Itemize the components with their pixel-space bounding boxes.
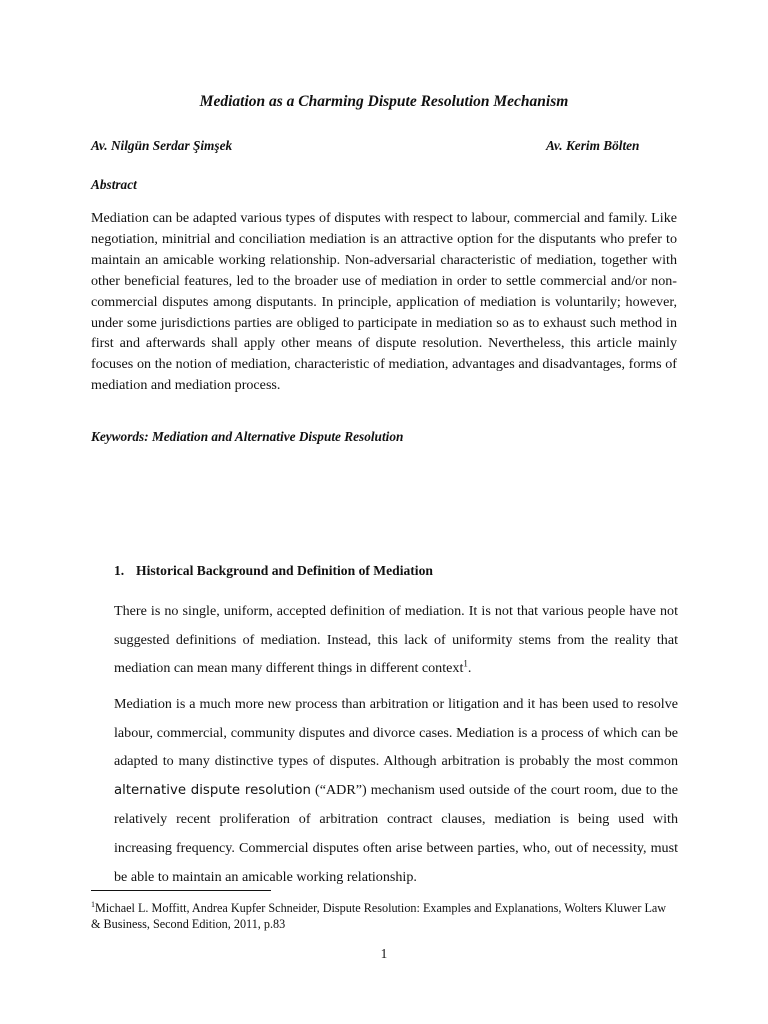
page-number: 1 xyxy=(380,946,388,961)
section-number: 1. xyxy=(114,563,125,578)
paragraph-1-text: There is no single, uniform, accepted definition of mediation. It is not that various people have not suggested definitions of mediation. Instead, this lack of uniformity stems from the reality that mediation can mean many different things in different context xyxy=(114,603,678,677)
footnote-reference: 1 xyxy=(463,658,468,669)
paragraph-2-text-after: (“ADR”) mechanism used outside of the court room, due to the relatively recent proliferation of arbitration contract clauses, mediation is being used with increasing frequency. Commercial disputes often arise between parties, who, out of necessity, must be able to maintain an amicable working relationship. xyxy=(114,781,678,885)
paragraph-1-end: . xyxy=(467,660,472,677)
footnote-text: Michael L. Moffitt, Andrea Kupfer Schneider, Dispute Resolution: Examples and Explanations, Wolters Kluwer Law & Business, Second Edition, 2011, p.83 xyxy=(91,901,667,931)
paragraph-2-text-before: Mediation is a much more new process than arbitration or litigation and it has been used to resolve labour, commercial, community disputes and divorce cases. Mediation is a process of which can be adapted to many distinctive types of disputes. Although arbitration is probably the most common xyxy=(114,696,678,770)
author-1: Av. Nilgün Serdar Şimşek xyxy=(91,138,233,153)
document-title: Mediation as a Charming Dispute Resolution Mechanism xyxy=(199,93,569,110)
paragraph-2 xyxy=(114,690,678,891)
paragraph-1 xyxy=(114,597,678,683)
author-2: Av. Kerim Bölten xyxy=(546,138,640,153)
section-heading xyxy=(114,563,433,579)
keywords-line: Keywords: Mediation and Alternative Dispute Resolution xyxy=(91,429,404,444)
adr-term: alternative dispute resolution xyxy=(114,782,311,798)
footnote-number: 1 xyxy=(91,899,95,909)
abstract-body: Mediation can be adapted various types of disputes with respect to labour, commercial and family. Like negotiation, minitrial and conciliation mediation is an attractive option for the disputants who prefer to maintain an amicable working relationship. Non-adversarial characteristic of mediation, together with other beneficial features, led to the broader use of mediation in order to settle commercial and/or non-commercial disputes among disputants. In principle, application of mediation is voluntarily; however, under some jurisdictions parties are obliged to participate in mediation so as to exhaust such method in first and afterwards shall apply other means of dispute resolution. Nevertheless, this article mainly focuses on the notion of mediation, characteristic of mediation, advantages and disadvantages, forms of mediation and mediation process. xyxy=(91,210,677,394)
section-title: Historical Background and Definition of Mediation xyxy=(136,563,433,578)
footnote xyxy=(91,900,677,932)
abstract-heading: Abstract xyxy=(91,177,137,192)
footnote-divider xyxy=(91,890,271,891)
